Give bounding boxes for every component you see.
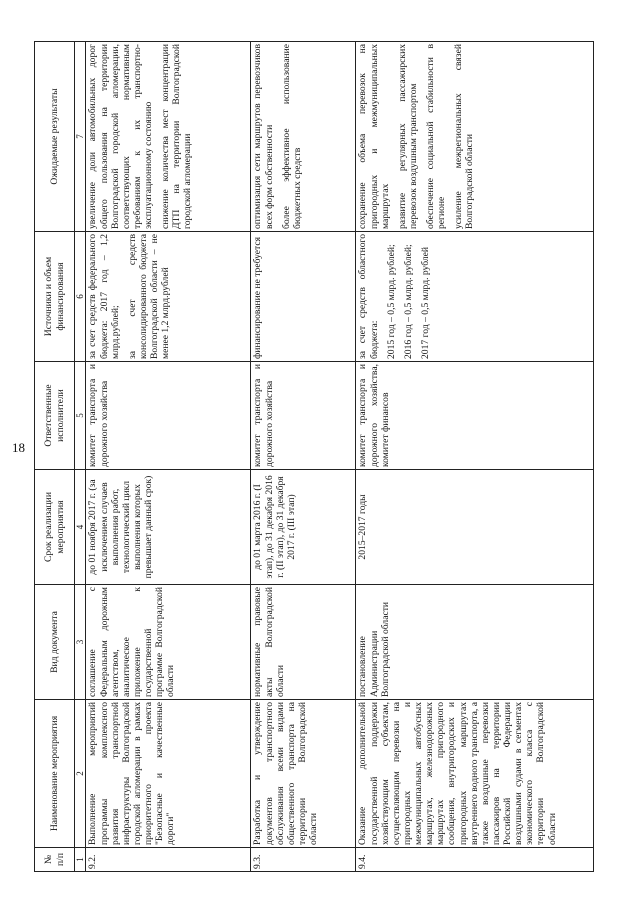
header-term: Срок реализации мероприятия [35,470,75,585]
col-number: 4 [75,470,86,585]
col-number: 2 [75,700,86,848]
header-fin: Источники и объем финансирования [35,232,75,362]
result-line: обеспечение социальной стабильности в регионе [425,44,448,229]
result-line: увеличение доли автомобильных дорог общего пользования на территории Волгоградской городской агломерации, соответствующих нормативным требованиям к их транспортно-эксплуатационному состоянию [87,44,155,229]
row-doc: постановление Администрации Волгоградской области [356,585,594,700]
result-line: более эффективное использование бюджетных средств [280,44,303,229]
measures-table [34,41,594,872]
row-name: Разработка и утверждение документов транспортного обслуживания всеми видами общественного транспорта на территории Волгоградской области [251,700,356,848]
row-doc: соглашение с Федеральным дорожным агентством, аналитическое приложение к государственной программе Волгоградской области [86,585,251,700]
header-resp: Ответственные исполнители [35,362,75,470]
row-name: Оказание дополнительной государственной поддержки хозяйствующим субъектам, осуществляющим перевозки на пригородных и межмуниципальных автобусных маршрутах, железнодорожных маршрутах пригородного сообщения, внутригородских и пригородных маршрутах внутреннего водного транспорта, а также воздушные перевозки пассажиров на территории Российской Федерации воздушными судами в сегментах экономического класса с территории Волгоградской области [356,700,594,848]
row-num: 9.3. [251,848,356,872]
row-num: 9.2. [86,848,251,872]
row-term: до 01 марта 2016 г. (I этап), до 31 декабря 2016 г. (II этап), до 31 декабря 2017 г. (III этап) [251,470,356,585]
result-line: усиление межрегиональных связей Волгоградской области [453,44,476,229]
col-number: 1 [75,848,86,872]
row-name: Выполнение мероприятий программы комплексного развития транспортной инфраструктуры Волгоградской городской агломерации в рамках приоритетного проекта "Безопасные и качественные дороги" [86,700,251,848]
row-res [356,42,594,232]
row-term: до 01 ноября 2017 г. (за исключением случаев выполнения работ, технологический цикл выполнения которых превышает данный срок) [86,470,251,585]
fin-line: за счет средств консолидированного бюджета Волгоградской области – не менее 1,2 млрд.рублей [126,234,172,359]
result-line: развитие регулярных пассажирских перевозок воздушным транспортом [396,44,419,229]
row-fin [251,232,356,362]
row-num: 9.4. [356,848,594,872]
result-line: снижение количества мест концентрации ДТП на территории Волгоградской городской агломерации [160,44,194,229]
row-fin [356,232,594,362]
row-res [86,42,251,232]
rotated-document [34,42,594,872]
row-resp: комитет транспорта и дорожного хозяйства [86,362,251,470]
header-row [35,42,75,872]
col-number: 3 [75,585,86,700]
fin-line: за счет средств федерального бюджета: 2017 год – 1,2 млрд.рублей; [87,234,121,359]
row-res [251,42,356,232]
row-term: 2015–2017 годы [356,470,594,585]
table-row [251,42,356,872]
header-num: № п/п [35,848,75,872]
header-doc: Вид документа [35,585,75,700]
column-number-row [75,42,86,872]
col-number: 6 [75,232,86,362]
col-number: 7 [75,42,86,232]
result-line: оптимизация сети маршрутов перевозчиков всех форм собственности [252,44,275,229]
fin-line: 2016 год – 0,5 млрд. рублей; [402,244,414,359]
row-doc: нормативные правовые акты Волгоградской области [251,585,356,700]
row-resp: комитет транспорта и дорожного хозяйства, комитет финансов [356,362,594,470]
fin-line: финансирование не требуется [252,236,264,359]
page-number: 18 [12,440,25,455]
fin-line: за счет средств областного бюджета: [357,234,380,359]
fin-line: 2017 год – 0,5 млрд. рублей [419,246,431,359]
table-row [86,42,251,872]
row-fin [86,232,251,362]
fin-line: 2015 год – 0,5 млрд. рублей; [385,244,397,359]
row-resp: комитет транспорта и дорожного хозяйства [251,362,356,470]
header-name: Наименование мероприятия [35,700,75,848]
header-res: Ожидаемые результаты [35,42,75,232]
col-number: 5 [75,362,86,470]
table-row [356,42,594,872]
result-line: сохранение объема перевозок на пригородных и межмуниципальных маршрутах [357,44,391,229]
